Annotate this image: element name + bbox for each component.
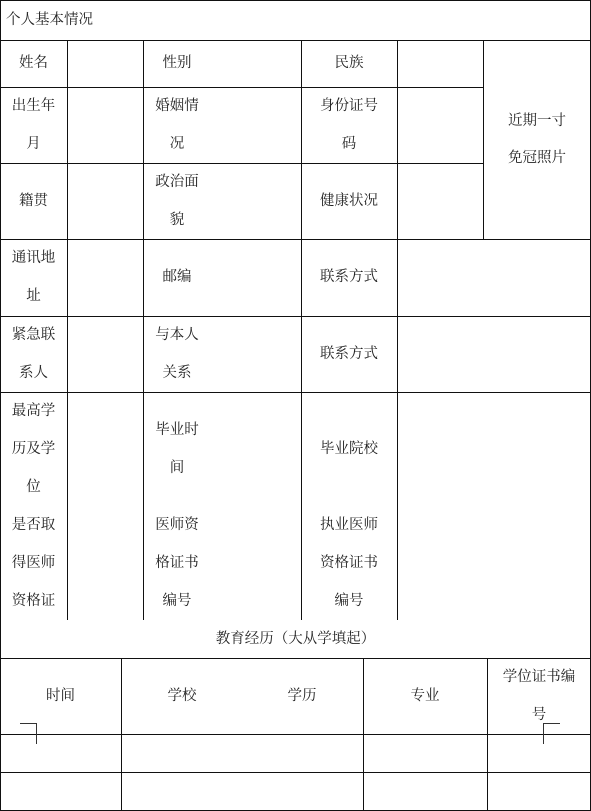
label-cert-no-1: 医师资 [155, 517, 199, 533]
label-cert-no-2: 格证书 [155, 555, 199, 571]
edu-header-school: 学校 [167, 688, 197, 704]
row-line-1 [0, 87, 484, 88]
label-cert-q-1: 是否取 [11, 517, 56, 533]
row-line-edu-1 [0, 772, 591, 773]
label-birth-2: 月 [26, 136, 41, 152]
label-marital-1: 婚姻情 [155, 98, 199, 114]
label-license-2: 资格证书 [320, 555, 378, 571]
label-health: 健康状况 [320, 193, 378, 209]
row-line-5 [0, 392, 591, 393]
label-emergency-2: 系人 [19, 365, 48, 381]
label-cert-q-3: 资格证 [11, 593, 56, 609]
label-political-2: 貌 [169, 212, 185, 228]
row-line-4 [0, 316, 591, 317]
label-emergency-1: 紧急联 [11, 327, 56, 343]
edu-header-major: 专业 [410, 688, 440, 704]
label-cert-no-3: 编号 [162, 593, 192, 609]
label-contact-2: 联系方式 [320, 346, 378, 362]
label-marital-2: 况 [169, 136, 185, 152]
row-line-edu-header [0, 734, 591, 735]
section-title: 个人基本情况 [6, 12, 93, 28]
row-line-2 [0, 163, 484, 164]
label-edu-1: 最高学 [11, 403, 56, 419]
label-id-1: 身份证号 [320, 98, 378, 114]
label-cert-q-2: 得医师 [11, 555, 56, 571]
label-ethnicity: 民族 [334, 55, 364, 71]
border-title-bottom [0, 40, 591, 41]
edu-header-cert-1: 学位证书编 [502, 669, 576, 685]
corner-mark-right [543, 723, 560, 744]
label-birth-1: 出生年 [11, 98, 56, 114]
edu-header-degree: 学历 [287, 688, 317, 704]
label-address-2: 址 [26, 288, 41, 304]
col-line-1 [67, 40, 68, 620]
edu-header-cert-2: 号 [531, 707, 547, 723]
edu-col-line-1 [121, 658, 122, 811]
label-relation-1: 与本人 [155, 327, 199, 343]
label-gender: 性别 [162, 55, 192, 71]
label-license-3: 编号 [334, 593, 364, 609]
label-grad-time-1: 毕业时 [155, 422, 199, 438]
label-postcode: 邮编 [162, 269, 192, 285]
label-relation-2: 关系 [162, 365, 192, 381]
label-grad-time-2: 间 [169, 460, 185, 476]
label-political-1: 政治面 [155, 174, 199, 190]
label-school: 毕业院校 [320, 441, 378, 457]
label-native-place: 籍贯 [19, 193, 48, 209]
education-title: 教育经历（大从学填起） [215, 631, 376, 647]
label-edu-2: 历及学 [11, 441, 56, 457]
label-license-1: 执业医师 [320, 517, 378, 533]
photo-label-2: 免冠照片 [508, 150, 566, 166]
label-address-1: 通讯地 [11, 250, 56, 266]
photo-label-1: 近期一寸 [508, 113, 566, 129]
label-edu-3: 位 [26, 479, 41, 495]
row-line-3 [0, 239, 591, 240]
label-name: 姓名 [19, 55, 48, 71]
col-line-4 [397, 40, 398, 620]
label-id-2: 码 [341, 136, 357, 152]
label-contact-1: 联系方式 [320, 269, 378, 285]
corner-mark-left [20, 723, 37, 744]
edu-header-time: 时间 [46, 688, 75, 704]
